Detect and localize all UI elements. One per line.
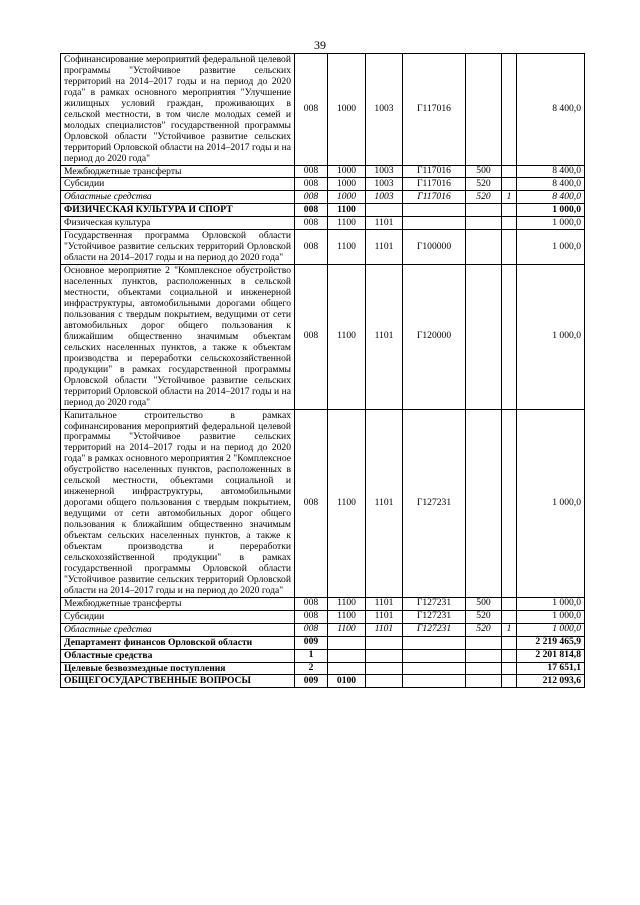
section-code-cell: 1100: [328, 265, 366, 409]
target-article-cell: [403, 636, 466, 649]
amount-cell: 2 219 465,9: [517, 636, 585, 649]
table-row: [61, 649, 585, 662]
amount-cell: 1 000,0: [517, 204, 585, 217]
fund-source-cell: [502, 597, 517, 610]
fund-source-cell: [502, 662, 517, 675]
fund-source-cell: [502, 265, 517, 409]
section-code-cell: 1100: [328, 610, 366, 623]
section-code-cell: 1100: [328, 230, 366, 265]
table-row: [61, 204, 585, 217]
amount-cell: 8 400,0: [517, 54, 585, 166]
section-code-cell: [328, 636, 366, 649]
section-code-cell: 1100: [328, 597, 366, 610]
table-row: [61, 662, 585, 675]
amount-cell: 1 000,0: [517, 610, 585, 623]
subsection-code-cell: [366, 675, 403, 688]
admin-code-cell: 008: [295, 217, 328, 230]
target-article-cell: Г117016: [403, 191, 466, 204]
admin-code-cell: 008: [295, 610, 328, 623]
row-name-cell: Субсидии: [61, 178, 295, 191]
expense-type-cell: [466, 54, 502, 166]
subsection-code-cell: 1101: [366, 265, 403, 409]
row-name-cell: ОБЩЕГОСУДАРСТВЕННЫЕ ВОПРОСЫ: [61, 675, 295, 688]
admin-code-cell: 008: [295, 54, 328, 166]
subsection-code-cell: 1101: [366, 409, 403, 597]
row-name-cell: ФИЗИЧЕСКАЯ КУЛЬТУРА И СПОРТ: [61, 204, 295, 217]
fund-source-cell: [502, 610, 517, 623]
target-article-cell: [403, 217, 466, 230]
expense-type-cell: 520: [466, 191, 502, 204]
admin-code-cell: 008: [295, 230, 328, 265]
subsection-code-cell: 1003: [366, 54, 403, 166]
target-article-cell: Г117016: [403, 54, 466, 166]
section-code-cell: 1000: [328, 54, 366, 166]
row-name-cell: Областные средства: [61, 649, 295, 662]
amount-cell: 1 000,0: [517, 597, 585, 610]
target-article-cell: Г117016: [403, 178, 466, 191]
admin-code-cell: 009: [295, 675, 328, 688]
table-row: [61, 54, 585, 166]
admin-code-cell: 008: [295, 191, 328, 204]
target-article-cell: Г127231: [403, 610, 466, 623]
fund-source-cell: [502, 649, 517, 662]
admin-code-cell: 008: [295, 265, 328, 409]
admin-code-cell: 008: [295, 597, 328, 610]
row-name-cell: Субсидии: [61, 610, 295, 623]
fund-source-cell: [502, 204, 517, 217]
row-name-cell: Государственная программа Орловской области "Устойчивое развитие сельских территорий Орловской области на 2014–2017 годы и на период до 2020 года": [61, 230, 295, 265]
row-name-cell: Департамент финансов Орловской области: [61, 636, 295, 649]
section-code-cell: 1000: [328, 191, 366, 204]
admin-code-cell: 2: [295, 662, 328, 675]
fund-source-cell: [502, 636, 517, 649]
subsection-code-cell: [366, 204, 403, 217]
row-name-cell: Целевые безвозмездные поступления: [61, 662, 295, 675]
table-row: [61, 597, 585, 610]
table-row: [61, 623, 585, 636]
table-row: [61, 230, 585, 265]
expense-type-cell: [466, 217, 502, 230]
subsection-code-cell: 1003: [366, 165, 403, 178]
fund-source-cell: [502, 217, 517, 230]
subsection-code-cell: 1101: [366, 597, 403, 610]
section-code-cell: 0100: [328, 675, 366, 688]
subsection-code-cell: 1003: [366, 178, 403, 191]
subsection-code-cell: 1101: [366, 623, 403, 636]
amount-cell: 1 000,0: [517, 623, 585, 636]
subsection-code-cell: [366, 662, 403, 675]
section-code-cell: 1100: [328, 409, 366, 597]
expense-type-cell: [466, 265, 502, 409]
amount-cell: 1 000,0: [517, 230, 585, 265]
expense-type-cell: 500: [466, 165, 502, 178]
table-row: [61, 675, 585, 688]
fund-source-cell: 1: [502, 191, 517, 204]
amount-cell: 8 400,0: [517, 165, 585, 178]
page-number: 39: [314, 38, 326, 52]
admin-code-cell: 008: [295, 165, 328, 178]
fund-source-cell: [502, 178, 517, 191]
amount-cell: 8 400,0: [517, 178, 585, 191]
fund-source-cell: [502, 409, 517, 597]
subsection-code-cell: 1101: [366, 217, 403, 230]
target-article-cell: Г117016: [403, 165, 466, 178]
target-article-cell: Г127231: [403, 409, 466, 597]
admin-code-cell: 008: [295, 178, 328, 191]
expense-type-cell: 520: [466, 610, 502, 623]
expense-type-cell: [466, 675, 502, 688]
section-code-cell: [328, 649, 366, 662]
table-row: [61, 191, 585, 204]
subsection-code-cell: 1003: [366, 191, 403, 204]
fund-source-cell: [502, 675, 517, 688]
table-body: [61, 54, 585, 688]
admin-code-cell: 008: [295, 623, 328, 636]
expense-type-cell: [466, 204, 502, 217]
section-code-cell: 1000: [328, 165, 366, 178]
fund-source-cell: [502, 230, 517, 265]
section-code-cell: [328, 662, 366, 675]
expense-type-cell: 500: [466, 597, 502, 610]
target-article-cell: [403, 649, 466, 662]
admin-code-cell: 008: [295, 204, 328, 217]
row-name-cell: Основное мероприятие 2 "Комплексное обустройство населенных пунктов, расположенных в сельской местности, объектами социальной и инженерной инфраструктуры, автомобильными дорогами общего пользования с твердым покрытием, ведущими от сети автомобильных дорог общего пользования к ближайшим общественно значимым объектам сельских населенных пунктов, а также к объектам производства и переработки сельскохозяйственной продукции" в рамках государственной программы Орловской области "Устойчивое развитие сельских территорий Орловской области на 2014–2017 годы и на период до 2020 года": [61, 265, 295, 409]
fund-source-cell: [502, 165, 517, 178]
fund-source-cell: 1: [502, 623, 517, 636]
target-article-cell: Г127231: [403, 623, 466, 636]
fund-source-cell: [502, 54, 517, 166]
section-code-cell: 1000: [328, 178, 366, 191]
admin-code-cell: 009: [295, 636, 328, 649]
amount-cell: 2 201 814,8: [517, 649, 585, 662]
subsection-code-cell: [366, 649, 403, 662]
amount-cell: 17 651,1: [517, 662, 585, 675]
admin-code-cell: 1: [295, 649, 328, 662]
table-row: [61, 217, 585, 230]
target-article-cell: [403, 204, 466, 217]
expense-type-cell: [466, 649, 502, 662]
row-name-cell: Областные средства: [61, 623, 295, 636]
amount-cell: 8 400,0: [517, 191, 585, 204]
subsection-code-cell: [366, 636, 403, 649]
expense-type-cell: [466, 409, 502, 597]
table-row: [61, 165, 585, 178]
row-name-cell: Областные средства: [61, 191, 295, 204]
table-row: [61, 178, 585, 191]
table-row: [61, 409, 585, 597]
target-article-cell: Г120000: [403, 265, 466, 409]
row-name-cell: Капитальное строительство в рамках софинансирования мероприятий федеральной целевой программы "Устойчивое развитие сельских территорий на 2014–2017 годы и на период до 2020 года" в рамках основного мероприятия 2 "Комплексное обустройство населенных пунктов, расположенных в сельской местности, объектами социальной и инженерной инфраструктуры, автомобильными дорогами общего пользования с твердым покрытием, ведущими от сети автомобильных дорог общего пользования к ближайшим общественно значимым объектам сельских населенных пунктов, а также к объектам производства и переработки сельскохозяйственной продукции" в рамках государственной программы Орловской области "Устойчивое развитие сельских территорий Орловской области на 2014–2017 годы и на период до 2020 года": [61, 409, 295, 597]
expense-type-cell: [466, 662, 502, 675]
target-article-cell: Г127231: [403, 597, 466, 610]
subsection-code-cell: 1101: [366, 610, 403, 623]
row-name-cell: Межбюджетные трансферты: [61, 597, 295, 610]
amount-cell: 1 000,0: [517, 409, 585, 597]
admin-code-cell: 008: [295, 409, 328, 597]
target-article-cell: [403, 675, 466, 688]
table-row: [61, 610, 585, 623]
amount-cell: 212 093,6: [517, 675, 585, 688]
row-name-cell: Межбюджетные трансферты: [61, 165, 295, 178]
target-article-cell: [403, 662, 466, 675]
amount-cell: 1 000,0: [517, 265, 585, 409]
target-article-cell: Г100000: [403, 230, 466, 265]
subsection-code-cell: 1101: [366, 230, 403, 265]
expense-type-cell: [466, 230, 502, 265]
amount-cell: 1 000,0: [517, 217, 585, 230]
section-code-cell: 1100: [328, 204, 366, 217]
expense-type-cell: 520: [466, 178, 502, 191]
row-name-cell: Физическая культура: [61, 217, 295, 230]
row-name-cell: Софинансирование мероприятий федеральной целевой программы "Устойчивое развитие сельских территорий на 2014–2017 годы и на период до 2020 года" в рамках основного мероприятия "Улучшение жилищных условий граждан, проживающих в сельской местности, в том числе молодых семей и молодых специалистов" государственной программы Орловской области "Устойчивое развитие сельских территорий Орловской области на 2014–2017 годы и на период до 2020 года": [61, 54, 295, 166]
expense-type-cell: 520: [466, 623, 502, 636]
section-code-cell: 1100: [328, 623, 366, 636]
expense-type-cell: [466, 636, 502, 649]
table-row: [61, 265, 585, 409]
budget-table: [60, 53, 585, 688]
section-code-cell: 1100: [328, 217, 366, 230]
table-row: [61, 636, 585, 649]
